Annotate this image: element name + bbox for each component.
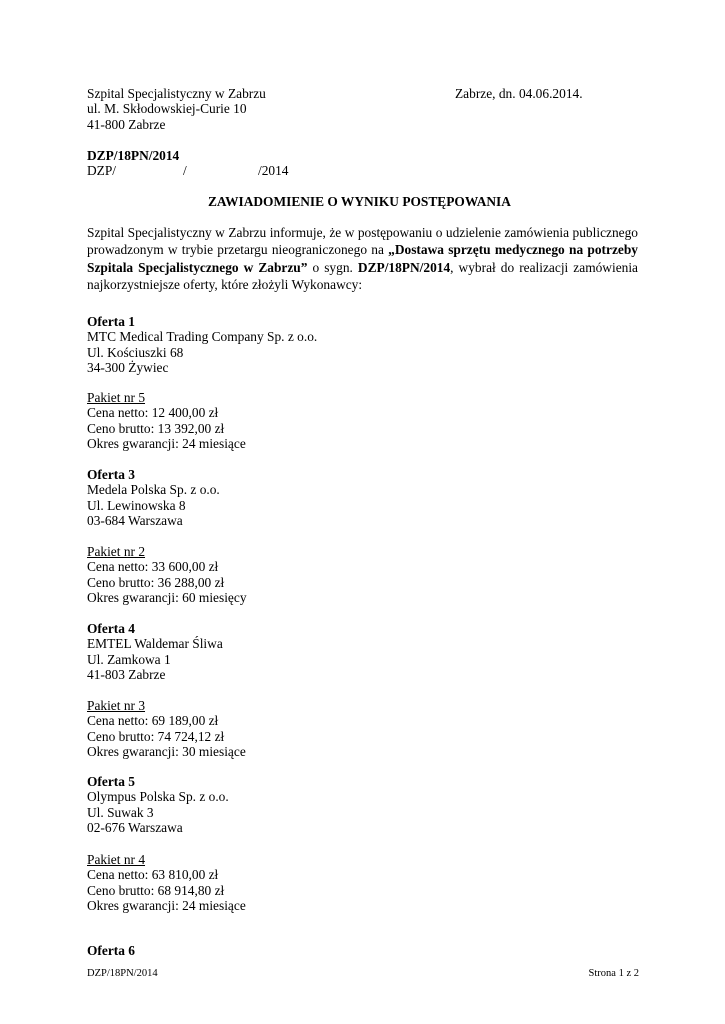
offer-title: Oferta 3 bbox=[87, 467, 135, 482]
reference-year: /2014 bbox=[258, 163, 289, 178]
offer-title: Oferta 4 bbox=[87, 621, 135, 636]
package-number: Pakiet nr 5 bbox=[87, 390, 146, 405]
document-title: ZAWIADOMIENIE O WYNIKU POSTĘPOWANIA bbox=[208, 194, 511, 209]
net-price: Cena netto: 33 600,00 zł bbox=[87, 559, 219, 575]
reference-number: DZP/18PN/2014 bbox=[87, 148, 180, 163]
offer-package-5 bbox=[87, 852, 246, 913]
offer-block-1 bbox=[87, 314, 317, 375]
offer-company: Olympus Polska Sp. z o.o. bbox=[87, 789, 229, 805]
offer-company: EMTEL Waldemar Śliwa bbox=[87, 636, 223, 652]
gross-price: Ceno brutto: 74 724,12 zł bbox=[87, 728, 225, 744]
net-price: Cena netto: 69 189,00 zł bbox=[87, 713, 219, 729]
gross-price: Ceno brutto: 13 392,00 zł bbox=[87, 420, 225, 436]
intro-text-3: , wybrał do realizacji zamówienia najkorzystniejsze oferty, które złożyli Wykonawcy: bbox=[87, 259, 638, 293]
offer-city: 41-803 Zabrze bbox=[87, 666, 166, 682]
offer-street: Ul. Zamkowa 1 bbox=[87, 651, 171, 667]
offer-block-5 bbox=[87, 774, 229, 835]
offer-company: Medela Polska Sp. z o.o. bbox=[87, 482, 220, 498]
offer-city: 03-684 Warszawa bbox=[87, 512, 183, 528]
intro-paragraph bbox=[87, 224, 638, 294]
warranty-period: Okres gwarancji: 30 miesiące bbox=[87, 743, 246, 759]
gross-price: Ceno brutto: 68 914,80 zł bbox=[87, 882, 225, 898]
offer-title-6: Oferta 6 bbox=[87, 943, 135, 958]
sender-address bbox=[87, 86, 266, 132]
offer-package-1 bbox=[87, 390, 246, 451]
package-number: Pakiet nr 4 bbox=[87, 852, 146, 867]
net-price: Cena netto: 63 810,00 zł bbox=[87, 867, 219, 883]
offer-street: Ul. Suwak 3 bbox=[87, 804, 154, 820]
package-number: Pakiet nr 3 bbox=[87, 698, 146, 713]
intro-reference: DZP/18PN/2014 bbox=[357, 259, 451, 275]
intro-subject: „Dostawa sprzętu medycznego na potrzeby Szpitala Specjalistycznego w Zabrzu” bbox=[87, 242, 638, 275]
sender-street: ul. M. Skłodowskiej-Curie 10 bbox=[87, 101, 247, 117]
document-date: Zabrze, dn. 04.06.2014. bbox=[455, 86, 583, 101]
reference-dzp: DZP/ bbox=[87, 163, 117, 178]
offer-block-4 bbox=[87, 621, 223, 682]
intro-text-2: o sygn. bbox=[307, 259, 358, 275]
offer-title: Oferta 5 bbox=[87, 774, 135, 789]
offer-street: Ul. Lewinowska 8 bbox=[87, 497, 186, 513]
net-price: Cena netto: 12 400,00 zł bbox=[87, 405, 219, 421]
reference-slash: / bbox=[183, 163, 187, 178]
sender-name: Szpital Specjalistyczny w Zabrzu bbox=[87, 86, 266, 101]
warranty-period: Okres gwarancji: 60 miesięcy bbox=[87, 589, 247, 605]
offer-street: Ul. Kościuszki 68 bbox=[87, 344, 184, 360]
offer-title: Oferta 1 bbox=[87, 314, 135, 329]
offer-city: 34-300 Żywiec bbox=[87, 359, 169, 375]
page-number: Strona 1 z 2 bbox=[588, 968, 639, 979]
warranty-period: Okres gwarancji: 24 miesiące bbox=[87, 897, 246, 913]
gross-price: Ceno brutto: 36 288,00 zł bbox=[87, 574, 225, 590]
offer-city: 02-676 Warszawa bbox=[87, 819, 183, 835]
offer-package-3 bbox=[87, 544, 247, 605]
sender-city: 41-800 Zabrze bbox=[87, 116, 166, 132]
intro-text-1: Szpital Specjalistyczny w Zabrzu informuje, że w postępowaniu o udzielenie zamówienia publicznego prowadzonym w trybie przetargu nieograniczonego na bbox=[87, 225, 638, 258]
footer-reference: DZP/18PN/2014 bbox=[87, 968, 158, 979]
package-number: Pakiet nr 2 bbox=[87, 544, 146, 559]
offer-company: MTC Medical Trading Company Sp. z o.o. bbox=[87, 329, 318, 345]
offer-block-3 bbox=[87, 467, 220, 528]
warranty-period: Okres gwarancji: 24 miesiące bbox=[87, 435, 246, 451]
offer-package-4 bbox=[87, 698, 246, 759]
